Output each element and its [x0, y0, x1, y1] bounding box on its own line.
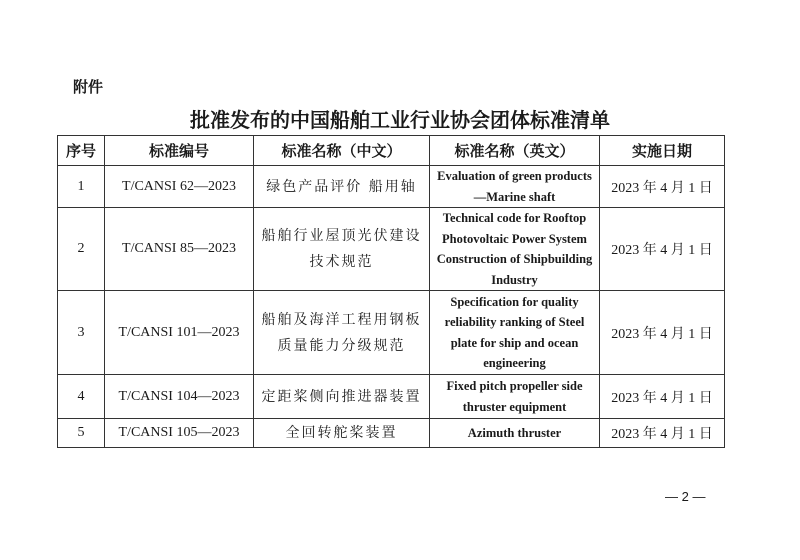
- table-row: [58, 208, 725, 291]
- row-no: 3: [58, 291, 105, 375]
- table-row: [58, 166, 725, 208]
- row-name-cn: 船舶及海洋工程用钢板质量能力分级规范: [254, 291, 430, 375]
- row-date: 2023 年 4 月 1 日: [600, 166, 725, 208]
- row-code: T/CANSI 104—2023: [105, 375, 254, 419]
- header-no: 序号: [58, 136, 105, 166]
- row-code: T/CANSI 85—2023: [105, 208, 254, 291]
- row-name-cn: 船舶行业屋顶光伏建设技术规范: [254, 208, 430, 291]
- row-name-en: Fixed pitch propeller side thruster equipment: [430, 375, 600, 419]
- table-header-row: [58, 136, 725, 166]
- row-name-en: Technical code for Rooftop Photovoltaic Power System Construction of Shipbuilding Industry: [430, 208, 600, 291]
- row-no: 1: [58, 166, 105, 208]
- row-name-cn: 定距桨侧向推进器装置: [254, 375, 430, 419]
- page-number: — 2 —: [665, 489, 706, 504]
- row-code: T/CANSI 62—2023: [105, 166, 254, 208]
- standards-table: [57, 135, 725, 448]
- table-row: [58, 419, 725, 448]
- header-code: 标准编号: [105, 136, 254, 166]
- row-name-en: Specification for quality reliability ranking of Steel plate for ship and ocean engineering: [430, 291, 600, 375]
- row-no: 4: [58, 375, 105, 419]
- header-name-en: 标准名称（英文）: [430, 136, 600, 166]
- row-date: 2023 年 4 月 1 日: [600, 291, 725, 375]
- document-title: 批准发布的中国船舶工业行业协会团体标准清单: [190, 108, 610, 132]
- attachment-label: 附件: [73, 78, 104, 96]
- row-name-en: Azimuth thruster: [430, 419, 600, 448]
- header-name-cn: 标准名称（中文）: [254, 136, 430, 166]
- row-no: 2: [58, 208, 105, 291]
- row-name-en: Evaluation of green products—Marine shaft: [430, 166, 600, 208]
- row-date: 2023 年 4 月 1 日: [600, 375, 725, 419]
- row-code: T/CANSI 101—2023: [105, 291, 254, 375]
- header-date: 实施日期: [600, 136, 725, 166]
- row-no: 5: [58, 419, 105, 448]
- row-date: 2023 年 4 月 1 日: [600, 208, 725, 291]
- table-row: [58, 375, 725, 419]
- row-name-cn: 全回转舵桨装置: [254, 419, 430, 448]
- row-code: T/CANSI 105—2023: [105, 419, 254, 448]
- row-name-cn: 绿色产品评价 船用轴: [254, 166, 430, 208]
- table-row: [58, 291, 725, 375]
- row-date: 2023 年 4 月 1 日: [600, 419, 725, 448]
